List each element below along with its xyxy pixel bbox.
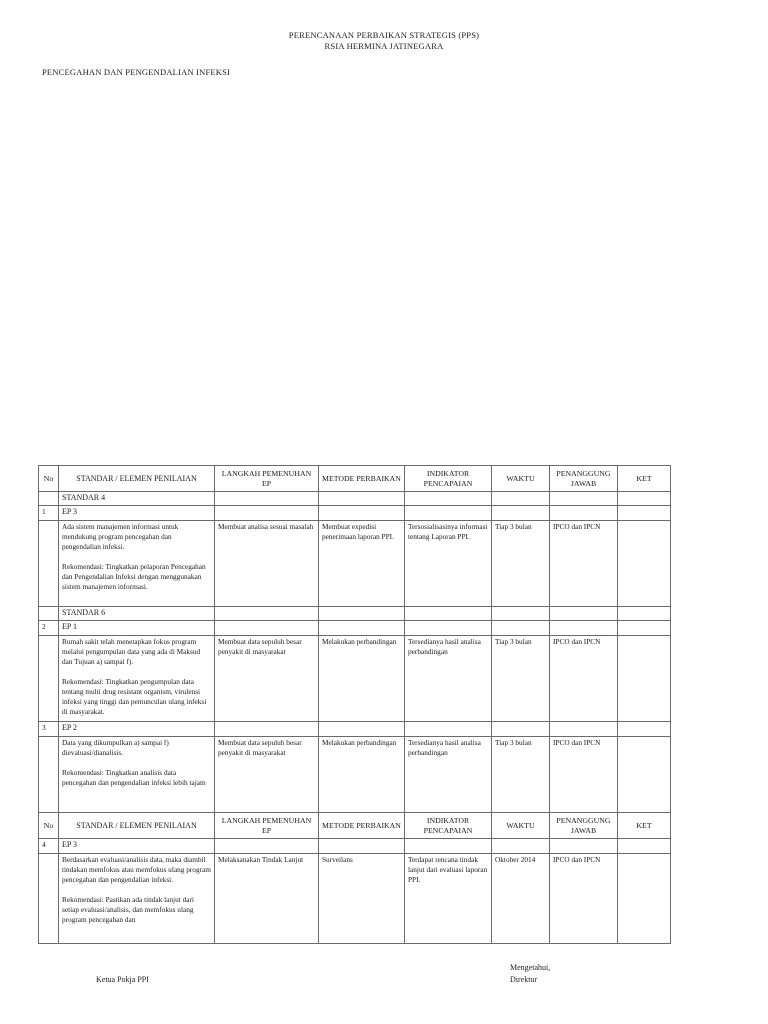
langkah-cell: Melaksanakan Tindak Lanjut [215,854,319,944]
waktu-cell: Tiap 3 bulan [492,636,550,722]
penanggung-jawab-cell: IPCO dan IPCN [550,636,618,722]
ep-row [39,722,671,737]
col-header-penanggung-jawab: PENANGGUNG JAWAB [550,466,618,492]
ep-description: Berdasarkan evaluasi/analisis data, maka diambil tindakan memfokus atau memfokus ulang program pencegahan dan pengendalian infeksi. [62,855,211,884]
row-number: 3 [39,722,59,737]
recommendation: Rekomendasi: Tingkatkan analisis data pencegahan dan pengendalian infeksi lebih tajam [62,768,206,787]
table-header-row [39,813,671,839]
ep-description: Rumah sakit telah menetapkan fokus program melalui pengumpulan data yang ada di Maksud dan Tujuan a) sampai f). [62,637,201,666]
indikator-cell: Terdapat rencana tindak lanjut dari evaluasi laporan PPI. [405,854,492,944]
col-header-no: No [39,466,59,492]
ep-description: Data yang dikumpulkan a) sampai f) dievaluasi/dianalisis. [62,738,169,757]
col-header-waktu: WAKTU [492,466,550,492]
langkah-cell: Membuat data sepuluh besar penyakit di masyarakat [215,636,319,722]
ep-row [39,506,671,521]
row-number: 1 [39,506,59,521]
indikator-cell: Tersedianya hasil analisa perbandingan [405,636,492,722]
waktu-cell: Tiap 3 bulan [492,737,550,813]
col-header-ket: KET [618,466,671,492]
langkah-cell: Membuat analisa sesuai masalah [215,521,319,607]
recommendation: Rekomendasi: Tingkatkan pengumpulan data tentang multi drug resistant organism, virulensi infeksi yang tinggi dan pemunculan ulang infeksi di masyarakat. [62,677,207,716]
ket-cell [618,521,671,607]
col-header-standar: STANDAR / ELEMEN PENILAIAN [59,466,215,492]
col-header-metode: METODE PERBAIKAN [319,466,405,492]
row-number: 2 [39,621,59,636]
col-header-metode: METODE PERBAIKAN [319,813,405,839]
standard-description-cell [59,854,215,944]
ket-cell [618,737,671,813]
col-header-penanggung-jawab: PENANGGUNG JAWAB [550,813,618,839]
metode-cell: Surveilans [319,854,405,944]
table-row [39,737,671,813]
col-header-ket: KET [618,813,671,839]
recommendation: Rekomendasi: Tingkatkan pelaporan Pencegahan dan Pengendalian Infeksi dengan menggunakan sistem manajemen informasi. [62,562,206,591]
ep-label: EP 3 [59,506,215,521]
table-header-row [39,466,671,492]
col-header-langkah: LANGKAH PEMENUHAN EP [215,466,319,492]
indikator-cell: Tersedianya hasil analisa perbandingan [405,737,492,813]
penanggung-jawab-cell: IPCO dan IPCN [550,854,618,944]
ep-description: Ada sistem manajemen informasi untuk mendukung program pencegahan dan pengendalian infeksi. [62,522,179,551]
ep-label: EP 2 [59,722,215,737]
waktu-cell: Oktober 2014 [492,854,550,944]
penanggung-jawab-cell: IPCO dan IPCN [550,737,618,813]
ep-label: EP 3 [59,839,215,854]
table-row [39,521,671,607]
metode-cell: Membuat expedisi penerimaan laporan PPI. [319,521,405,607]
table-row [39,636,671,722]
standard-label: STANDAR 4 [59,492,215,506]
col-header-langkah: LANGKAH PEMENUHAN EP [215,813,319,839]
signature-mengetahui: Mengetahui, [510,963,551,972]
metode-cell: Melakukan perbandingan [319,636,405,722]
standard-description-cell [59,737,215,813]
waktu-cell: Tiap 3 bulan [492,521,550,607]
document-title: PERENCANAAN PERBAIKAN STRATEGIS (PPS) [288,30,480,40]
standard-description-cell [59,636,215,722]
standard-label: STANDAR 6 [59,607,215,621]
col-header-indikator: INDIKATOR PENCAPAIAN [405,813,492,839]
col-header-waktu: WAKTU [492,813,550,839]
langkah-cell: Membuat data sepuluh besar penyakit di masyarakat [215,737,319,813]
ket-cell [618,854,671,944]
col-header-indikator: INDIKATOR PENCAPAIAN [405,466,492,492]
indikator-cell: Tersosialisasinya informasi tentang Laporan PPI. [405,521,492,607]
pps-table [38,465,671,944]
standard-description-cell [59,521,215,607]
col-header-no: No [39,813,59,839]
row-number: 4 [39,839,59,854]
standard-row [39,492,671,506]
section-heading: PENCEGAHAN DAN PENGENDALIAN INFEKSI [42,67,231,77]
ket-cell [618,636,671,722]
table-row [39,854,671,944]
col-header-standar: STANDAR / ELEMEN PENILAIAN [59,813,215,839]
metode-cell: Melakukan perbandingan [319,737,405,813]
signature-ketua-pokja: Ketua Pokja PPI [96,975,149,984]
hospital-name: RSIA HERMINA JATINEGARA [324,41,444,51]
signature-direktur: Direktur [510,975,538,984]
ep-row [39,839,671,854]
recommendation: Rekomendasi: Pastikan ada tindak lanjut dari setiap evaluasi/analisis, dan memfokus ulang program pencegahan dan [62,895,194,924]
ep-label: EP 1 [59,621,215,636]
penanggung-jawab-cell: IPCO dan IPCN [550,521,618,607]
ep-row [39,621,671,636]
standard-row [39,607,671,621]
